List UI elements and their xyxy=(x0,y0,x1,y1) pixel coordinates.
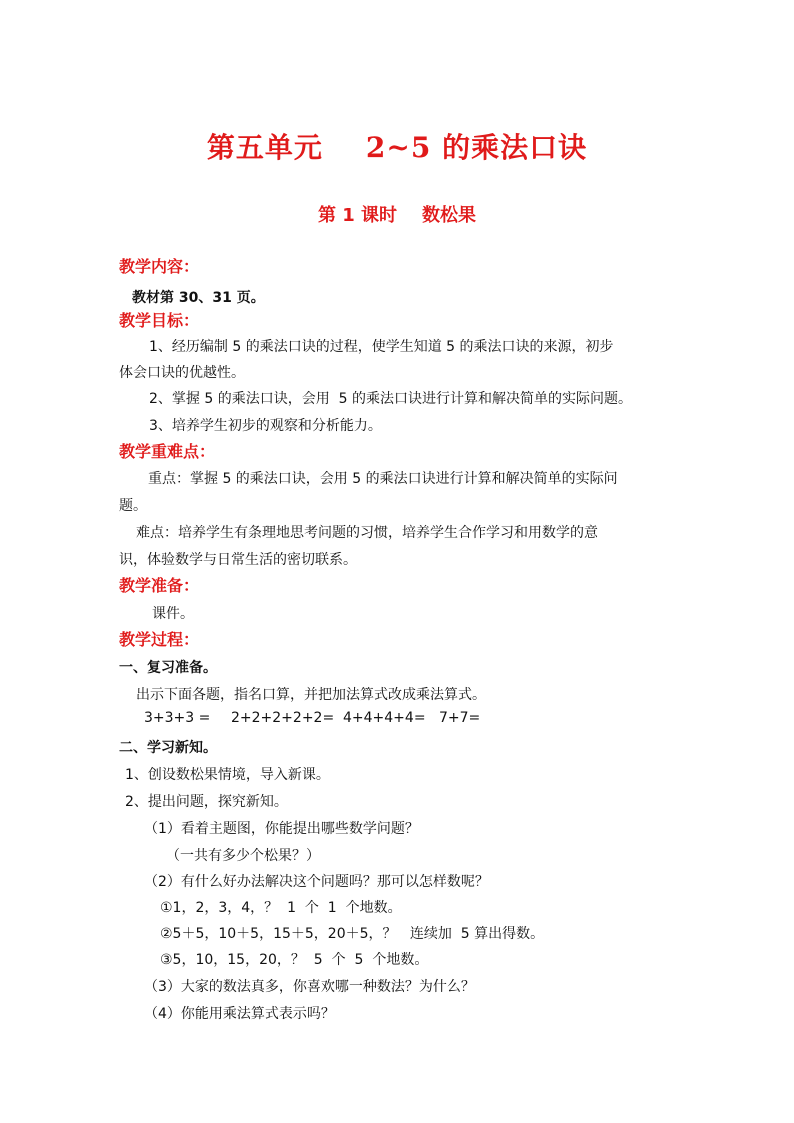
exercise-item: 3+3+3 = xyxy=(144,710,211,726)
page-title: 第五单元 2~5 的乘法口诀 xyxy=(206,131,588,164)
section-heading-process: 教学过程： xyxy=(119,630,200,649)
new-knowledge-line: （一共有多少个松果？） xyxy=(166,848,320,864)
goal-line: 1、经历编制 5 的乘法口诀的过程，使学生知道 5 的乘法口诀的来源，初步 xyxy=(149,339,614,355)
new-knowledge-line: （3）大家的数法真多，你喜欢哪一种数法？为什么？ xyxy=(144,979,475,995)
section-heading-preparation: 教学准备： xyxy=(119,576,200,595)
section-heading-goals: 教学目标： xyxy=(119,311,200,330)
new-knowledge-line: ②5＋5，10＋5，15＋5，20＋5，？ 连续加 5 算出得数。 xyxy=(160,926,545,942)
goal-line: 2、掌握 5 的乘法口诀，会用 5 的乘法口诀进行计算和解决简单的实际问题。 xyxy=(149,391,632,407)
key-point-line: 难点：培养学生有条理地思考问题的习惯，培养学生合作学习和用数学的意 xyxy=(136,525,598,541)
lesson-subtitle: 第 1 课时 数松果 xyxy=(317,205,477,226)
section-heading-content: 教学内容： xyxy=(119,257,200,276)
exercise-item: 4+4+4+4= xyxy=(343,710,426,726)
preparation-line: 课件。 xyxy=(152,606,194,622)
new-knowledge-line: 1、创设数松果情境，导入新课。 xyxy=(125,767,330,783)
exercise-item: 7+7= xyxy=(439,710,481,726)
review-title: 一、复习准备。 xyxy=(119,660,217,676)
content-line: 教材第 30、31 页。 xyxy=(132,290,265,306)
exercise-item: 2+2+2+2+2= xyxy=(231,710,335,726)
new-knowledge-line: ①1，2，3，4，？ 1 个 1 个地数。 xyxy=(160,900,402,916)
key-point-line: 题。 xyxy=(119,498,147,514)
new-knowledge-line: （2）有什么好办法解决这个问题吗？那可以怎样数呢？ xyxy=(144,874,489,890)
new-knowledge-line: （4）你能用乘法算式表示吗？ xyxy=(144,1006,335,1022)
review-line: 出示下面各题，指名口算，并把加法算式改成乘法算式。 xyxy=(136,687,486,703)
goal-line: 体会口诀的优越性。 xyxy=(119,365,245,381)
new-knowledge-title: 二、学习新知。 xyxy=(119,740,217,756)
key-point-line: 识，体验数学与日常生活的密切联系。 xyxy=(119,552,357,568)
new-knowledge-line: （1）看着主题图，你能提出哪些数学问题？ xyxy=(144,821,419,837)
goal-line: 3、培养学生初步的观察和分析能力。 xyxy=(149,418,382,434)
key-point-line: 重点：掌握 5 的乘法口诀，会用 5 的乘法口诀进行计算和解决简单的实际问 xyxy=(148,471,618,487)
section-heading-key-points: 教学重难点： xyxy=(119,442,216,461)
new-knowledge-line: ③5，10，15，20，？ 5 个 5 个地数。 xyxy=(160,952,429,968)
new-knowledge-line: 2、提出问题，探究新知。 xyxy=(125,794,288,810)
